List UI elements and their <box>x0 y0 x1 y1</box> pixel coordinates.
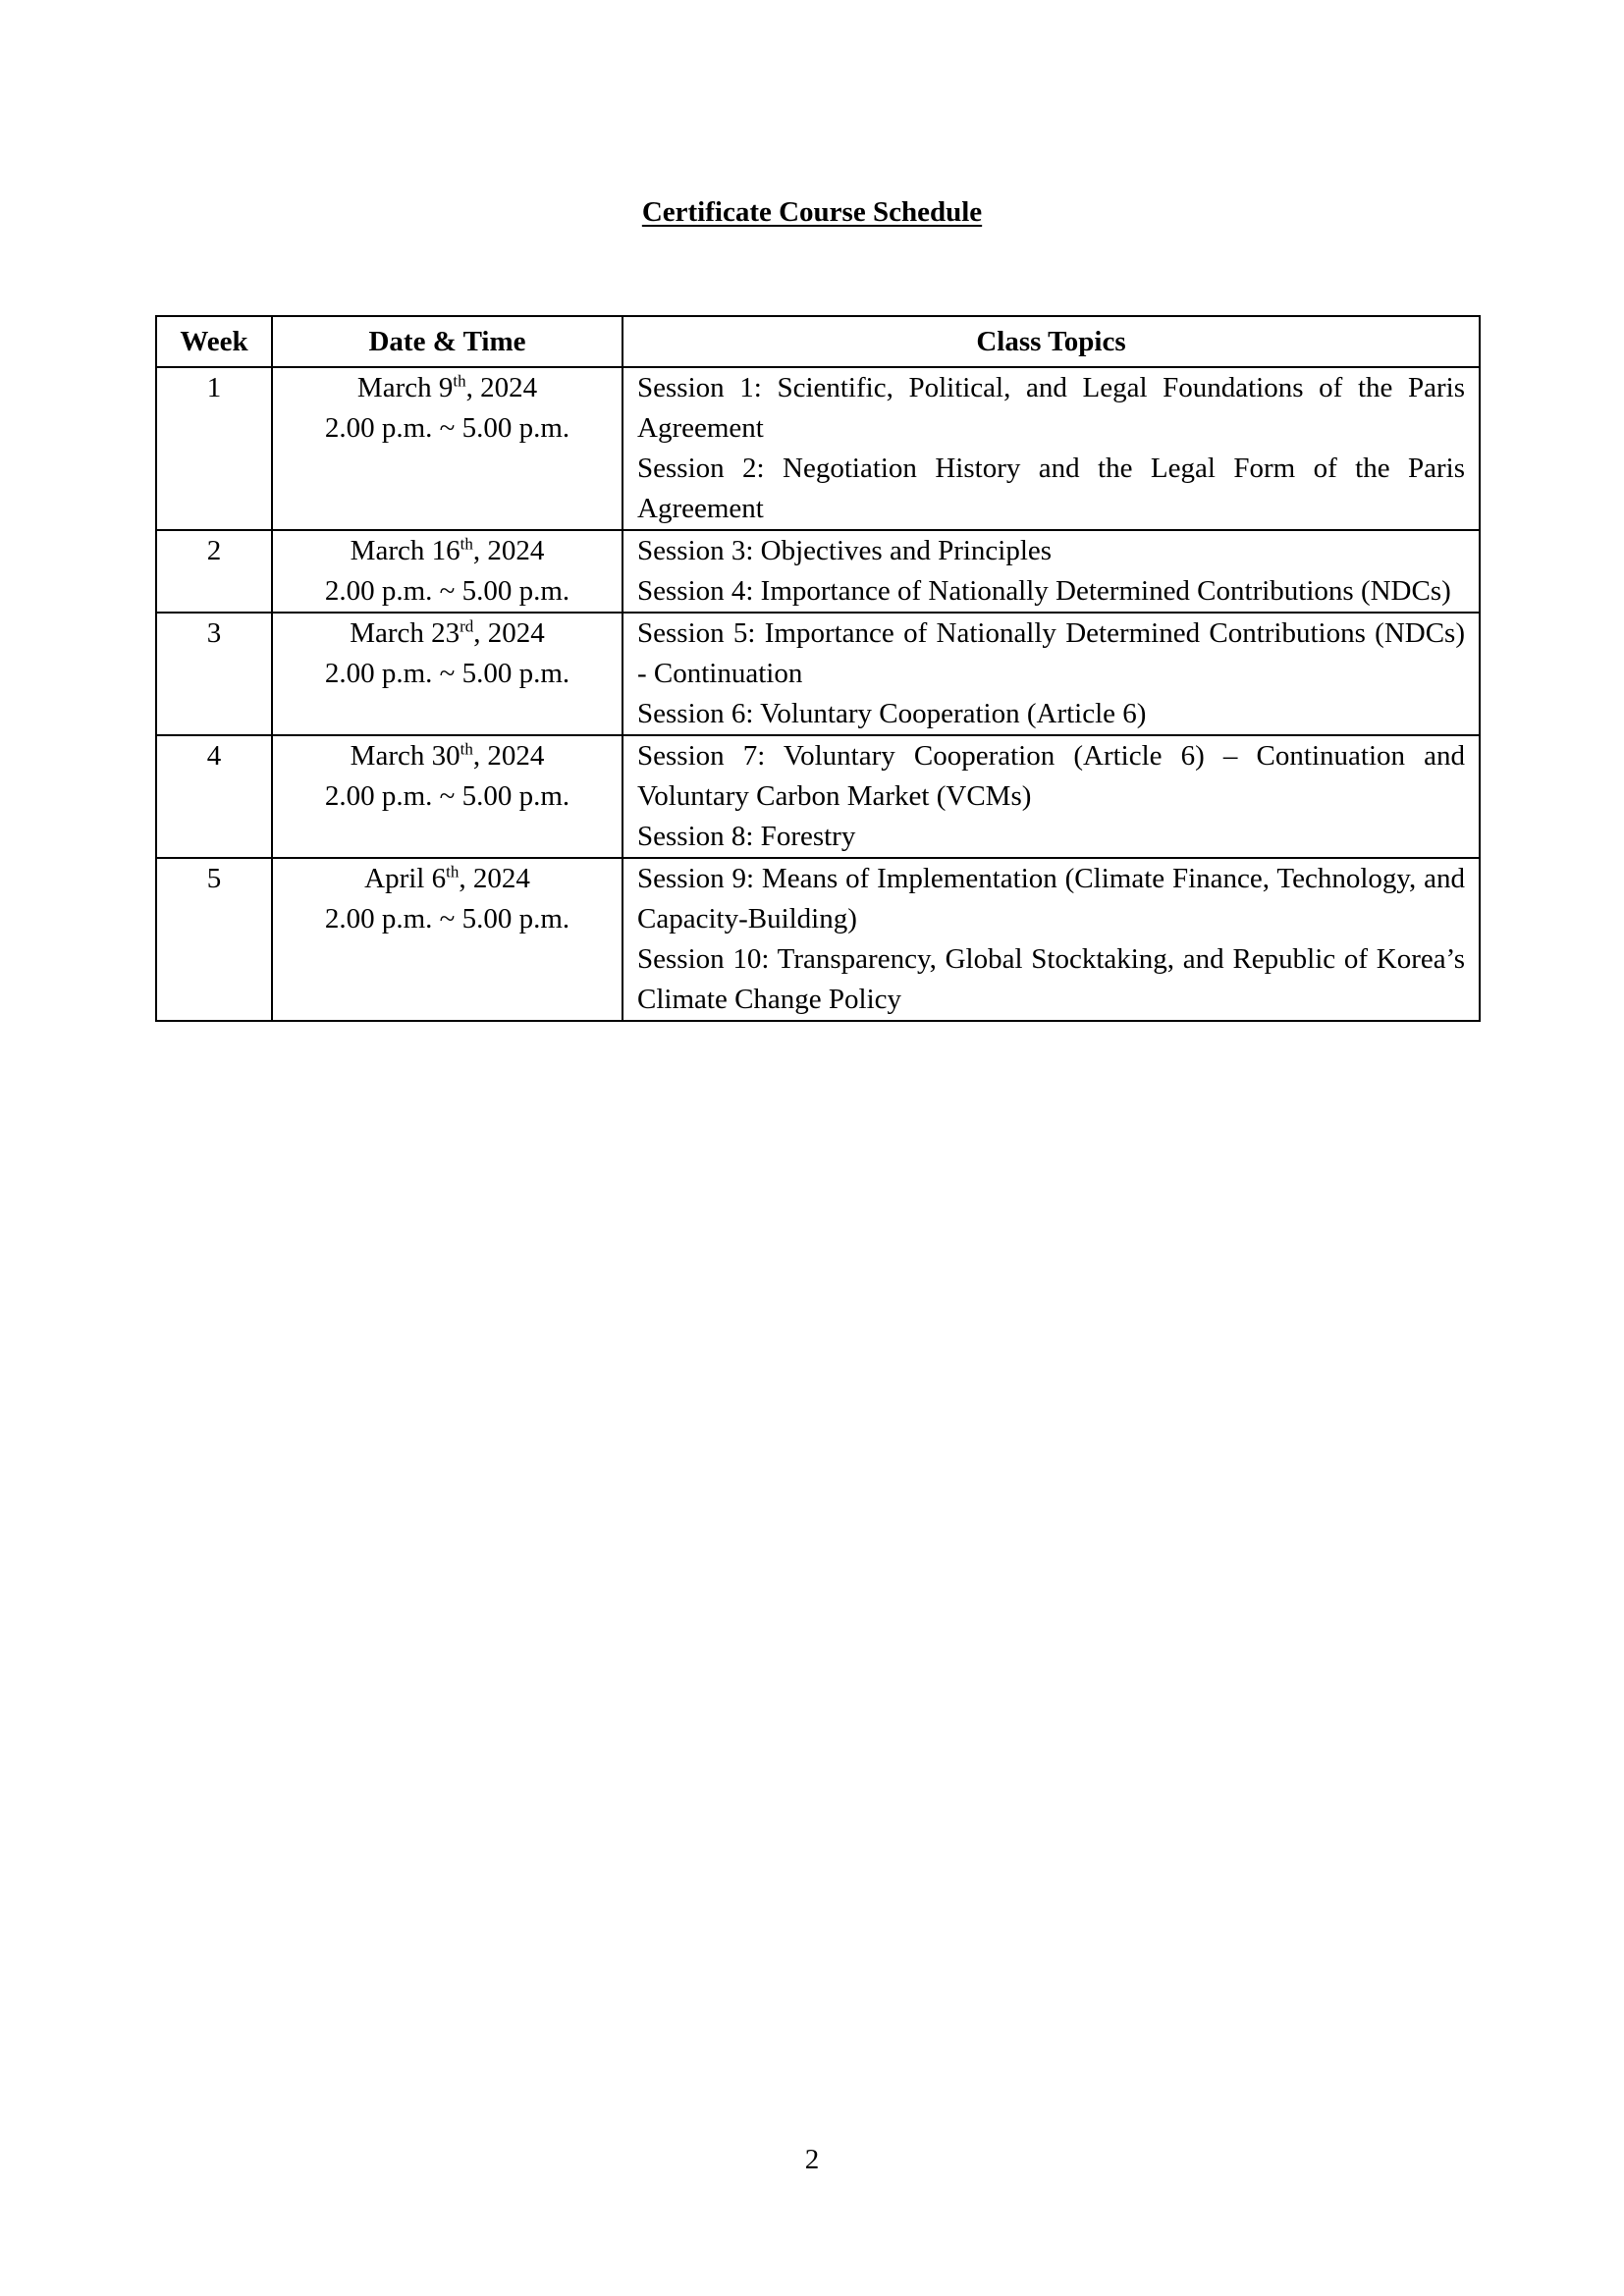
topics-cell <box>623 367 1480 530</box>
time-text: 2.00 p.m. ~ 5.00 p.m. <box>324 658 570 689</box>
topics-cell <box>623 530 1480 613</box>
session-item: Session 9: Means of Implementation (Climate Finance, Technology, and Capacity-Building) <box>637 863 1465 934</box>
date-text: March 23rd, 2024 <box>350 616 545 649</box>
session-item: Session 5: Importance of Nationally Determined Contributions (NDCs) - Continuation <box>637 617 1465 689</box>
date-time-cell <box>272 613 623 735</box>
week-cell: 5 <box>156 858 272 1021</box>
date-time-cell <box>272 858 623 1021</box>
table-row <box>156 858 1480 1021</box>
column-header-week: Week <box>156 316 272 367</box>
session-item: Session 3: Objectives and Principles <box>637 535 1053 566</box>
session-item: Session 7: Voluntary Cooperation (Article 6) – Continuation and Voluntary Carbon Market (VCMs) <box>637 740 1465 812</box>
table-row <box>156 530 1480 613</box>
date-text: March 16th, 2024 <box>350 534 545 566</box>
date-time-cell <box>272 530 623 613</box>
date-text: March 9th, 2024 <box>356 371 538 403</box>
time-text: 2.00 p.m. ~ 5.00 p.m. <box>324 575 570 607</box>
date-text: March 30th, 2024 <box>350 739 545 772</box>
date-text: April 6th, 2024 <box>364 862 530 894</box>
session-item: Session 1: Scientific, Political, and Legal Foundations of the Paris Agreement <box>637 372 1465 444</box>
session-item: Session 4: Importance of Nationally Determined Contributions (NDCs) <box>637 575 1451 607</box>
column-header-date-time: Date & Time <box>272 316 623 367</box>
topics-cell <box>623 613 1480 735</box>
week-cell: 1 <box>156 367 272 530</box>
table-row <box>156 367 1480 530</box>
time-text: 2.00 p.m. ~ 5.00 p.m. <box>324 412 570 444</box>
time-text: 2.00 p.m. ~ 5.00 p.m. <box>324 903 570 934</box>
page-title: Certificate Course Schedule <box>641 196 983 228</box>
topics-cell <box>623 858 1480 1021</box>
week-cell: 4 <box>156 735 272 858</box>
session-item: Session 10: Transparency, Global Stocktaking, and Republic of Korea’s Climate Change Policy <box>637 943 1465 1015</box>
session-item: Session 6: Voluntary Cooperation (Article 6) <box>637 698 1147 729</box>
schedule-table <box>155 315 1481 1022</box>
table-row <box>156 735 1480 858</box>
date-time-cell <box>272 735 623 858</box>
week-cell: 3 <box>156 613 272 735</box>
topics-cell <box>623 735 1480 858</box>
date-time-cell <box>272 367 623 530</box>
table-row <box>156 613 1480 735</box>
table-header-row <box>156 316 1480 367</box>
page-number: 2 <box>804 2144 820 2175</box>
week-cell: 2 <box>156 530 272 613</box>
session-item: Session 2: Negotiation History and the Legal Form of the Paris Agreement <box>637 453 1465 524</box>
column-header-class-topics: Class Topics <box>623 316 1480 367</box>
session-item: Session 8: Forestry <box>637 821 856 852</box>
time-text: 2.00 p.m. ~ 5.00 p.m. <box>324 780 570 812</box>
